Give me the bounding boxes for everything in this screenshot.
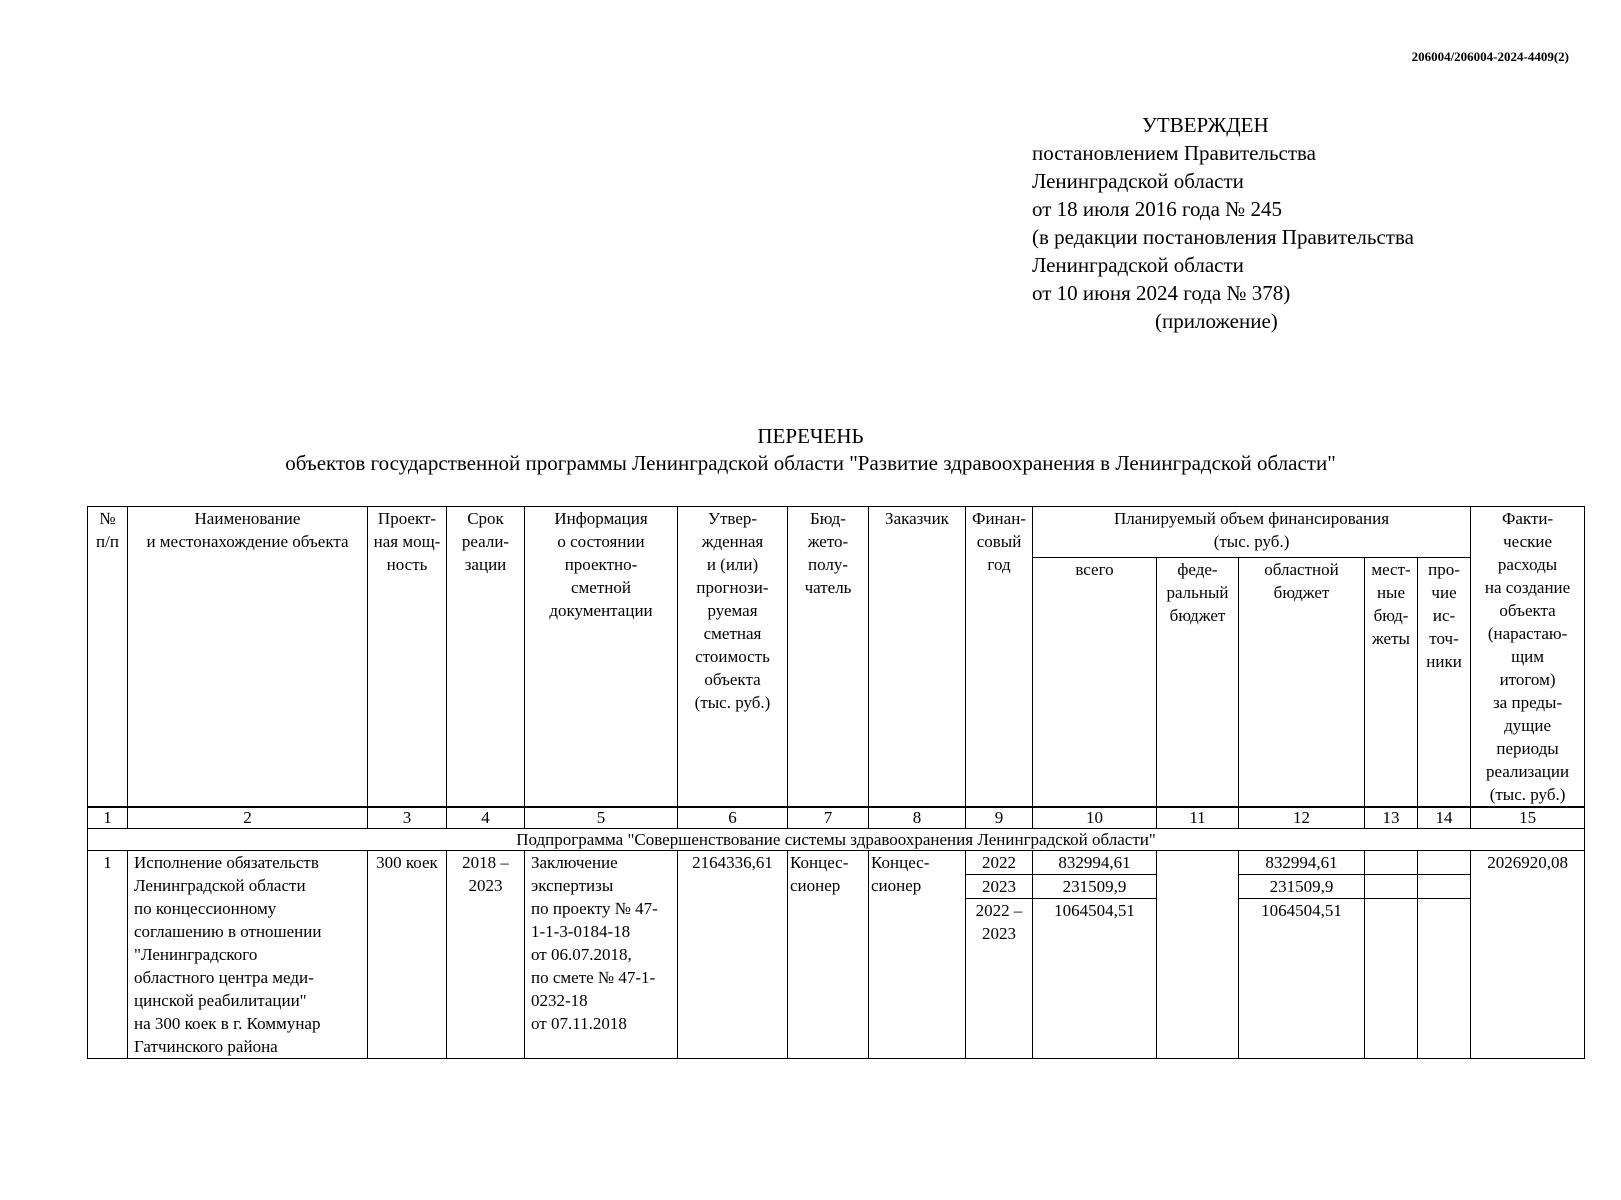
approval-annex: (приложение) (1155, 309, 1278, 333)
header-cost: Утвер- жденная и (или) прогнози- руемая сметная стоимость объекта (тыс. руб.) (678, 507, 788, 808)
header-no: № п/п (88, 507, 128, 808)
header-federal: феде- ральный бюджет (1157, 557, 1239, 807)
row-year: 2022 – 2023 (966, 899, 1033, 1059)
row-other (1418, 875, 1471, 899)
column-number: 9 (966, 807, 1033, 829)
subprogram-title: Подпрограмма "Совершенствование системы здравоохранения Ленинградской области" (88, 829, 1585, 851)
objects-table (87, 506, 1585, 1059)
row-no: 1 (88, 851, 128, 1059)
column-number: 14 (1418, 807, 1471, 829)
row-federal (1157, 851, 1239, 1059)
approval-heading: УТВЕРЖДЕН (1142, 113, 1269, 137)
header-docs: Информация о состоянии проектно- сметной документации (525, 507, 678, 808)
column-number: 4 (447, 807, 525, 829)
subprogram-row (88, 829, 1585, 851)
approval-line: (в редакции постановления Правительства (1032, 225, 1414, 249)
approval-stamp (1032, 111, 1414, 335)
row-actual: 2026920,08 (1471, 851, 1585, 1059)
column-number: 3 (368, 807, 447, 829)
header-fin-year: Финан- совый год (966, 507, 1033, 808)
row-total: 1064504,51 (1033, 899, 1157, 1059)
header-capacity: Проект- ная мощ- ность (368, 507, 447, 808)
title-sub: объектов государственной программы Ленинградской области "Развитие здравоохранения в Ленинградской области" (285, 451, 1336, 475)
row-regional: 231509,9 (1239, 875, 1365, 899)
row-customer: Концес- сионер (869, 851, 966, 1059)
row-docs: Заключение экспертизы по проекту № 47- 1-1-3-0184-18 от 06.07.2018, по смете № 47-1- 0232-18 от 07.11.2018 (525, 851, 678, 1059)
column-number: 10 (1033, 807, 1157, 829)
approval-line: от 18 июля 2016 года № 245 (1032, 197, 1282, 221)
row-object-name: Исполнение обязательств Ленинградской области по концессионному соглашению в отношении "Ленинградского областного центра меди- цинской реабилитации" на 300 коек в г. Коммунар Гатчинского района (128, 851, 368, 1059)
header-name: Наименование и местонахождение объекта (128, 507, 368, 808)
row-local (1365, 851, 1418, 875)
header-actual-expenses: Факти- ческие расходы на создание объекта (нарастаю- щим итогом) за преды- дущие периоды реализации (тыс. руб.) (1471, 507, 1585, 808)
header-total: всего (1033, 557, 1157, 807)
header-customer: Заказчик (869, 507, 966, 808)
row-other (1418, 899, 1471, 1059)
row-regional: 832994,61 (1239, 851, 1365, 875)
header-period: Срок реали- зации (447, 507, 525, 808)
document-reference-number: 206004/206004-2024-4409(2) (1411, 49, 1569, 64)
approval-line: от 10 июня 2024 года № 378) (1032, 281, 1291, 305)
row-local (1365, 875, 1418, 899)
column-number: 8 (869, 807, 966, 829)
approval-line: Ленинградской области (1032, 169, 1244, 193)
header-recipient: Бюд- жето- полу- чатель (788, 507, 869, 808)
row-period: 2018 – 2023 (447, 851, 525, 1059)
row-capacity: 300 коек (368, 851, 447, 1059)
document-title (0, 423, 1621, 477)
header-other: про- чие ис- точ- ники (1418, 557, 1471, 807)
column-number: 6 (678, 807, 788, 829)
row-year: 2022 (966, 851, 1033, 875)
row-total: 231509,9 (1033, 875, 1157, 899)
row-recipient: Концес- сионер (788, 851, 869, 1059)
row-year: 2023 (966, 875, 1033, 899)
column-number: 5 (525, 807, 678, 829)
table-row (88, 851, 1585, 875)
row-total: 832994,61 (1033, 851, 1157, 875)
column-number-row (88, 807, 1585, 829)
column-number: 12 (1239, 807, 1365, 829)
title-main: ПЕРЕЧЕНЬ (757, 424, 864, 448)
header-regional: областной бюджет (1239, 557, 1365, 807)
column-number: 11 (1157, 807, 1239, 829)
column-number: 1 (88, 807, 128, 829)
row-regional: 1064504,51 (1239, 899, 1365, 1059)
header-local: мест- ные бюд- жеты (1365, 557, 1418, 807)
column-number: 2 (128, 807, 368, 829)
row-local (1365, 899, 1418, 1059)
row-cost: 2164336,61 (678, 851, 788, 1059)
column-number: 7 (788, 807, 869, 829)
column-number: 15 (1471, 807, 1585, 829)
column-number: 13 (1365, 807, 1418, 829)
approval-line: постановлением Правительства (1032, 141, 1317, 165)
header-row (88, 507, 1585, 558)
header-planned-financing: Планируемый объем финансирования (тыс. руб.) (1033, 507, 1471, 558)
row-other (1418, 851, 1471, 875)
approval-line: Ленинградской области (1032, 253, 1244, 277)
